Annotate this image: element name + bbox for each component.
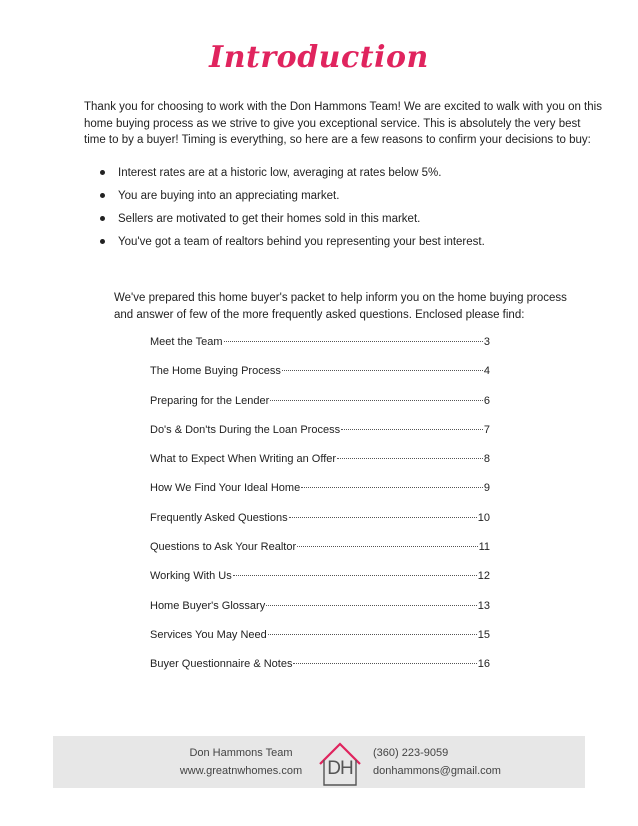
toc-page: 10 bbox=[477, 511, 490, 524]
toc-entry bbox=[150, 336, 490, 365]
house-logo-icon bbox=[316, 738, 364, 786]
list-item: You are buying into an appreciating market. bbox=[100, 188, 600, 211]
toc-page: 13 bbox=[477, 599, 490, 612]
toc-entry bbox=[150, 424, 490, 453]
toc-label: Working With Us bbox=[150, 570, 232, 583]
toc-label: Questions to Ask Your Realtor bbox=[150, 541, 297, 554]
toc-label: Services You May Need bbox=[150, 628, 267, 641]
toc-label: The Home Buying Process bbox=[150, 365, 281, 378]
toc-leader bbox=[337, 458, 483, 459]
toc-entry bbox=[150, 600, 490, 629]
list-item: You've got a team of realtors behind you representing your best interest. bbox=[100, 234, 600, 257]
toc-page: 11 bbox=[478, 541, 490, 554]
toc-leader bbox=[266, 605, 477, 606]
list-item: Interest rates are at a historic low, averaging at rates below 5%. bbox=[100, 165, 600, 188]
toc-entry bbox=[150, 482, 490, 511]
email-link[interactable]: donhammons@gmail.com bbox=[373, 765, 501, 777]
toc-leader bbox=[301, 487, 483, 488]
toc-label: Do's & Don'ts During the Loan Process bbox=[150, 423, 341, 436]
toc-page: 16 bbox=[477, 658, 490, 671]
toc-label: Home Buyer's Glossary bbox=[150, 599, 266, 612]
team-name: Don Hammons Team bbox=[189, 747, 293, 759]
page-title: Introduction bbox=[209, 40, 429, 75]
toc-entry bbox=[150, 570, 490, 599]
toc-leader bbox=[289, 517, 477, 518]
intro-paragraph: Thank you for choosing to work with the Don Hammons Team! We are excited to walk with you on this home buying process as we strive to give you exceptional service. This is absolutely the very best time to by a buyer! Timing is everything, so here are a few reasons to confirm your decisions to buy: bbox=[84, 101, 602, 146]
toc-leader bbox=[297, 546, 477, 547]
toc-label: Buyer Questionnaire & Notes bbox=[150, 658, 293, 671]
toc-leader bbox=[224, 341, 483, 342]
toc-leader bbox=[268, 634, 477, 635]
toc-page: 15 bbox=[477, 628, 490, 641]
toc-entry bbox=[150, 541, 490, 570]
phone-number[interactable]: (360) 223-9059 bbox=[373, 747, 449, 759]
toc-page: 4 bbox=[483, 365, 490, 378]
toc-page: 12 bbox=[477, 570, 490, 583]
toc-leader bbox=[270, 400, 483, 401]
table-of-contents bbox=[150, 336, 490, 688]
toc-leader bbox=[293, 663, 476, 664]
toc-label: How We Find Your Ideal Home bbox=[150, 482, 301, 495]
toc-label: Frequently Asked Questions bbox=[150, 511, 288, 524]
list-item: Sellers are motivated to get their homes sold in this market. bbox=[100, 211, 600, 234]
website-link[interactable]: www.greatnwhomes.com bbox=[179, 765, 303, 777]
toc-leader bbox=[282, 370, 483, 371]
toc-label: Meet the Team bbox=[150, 336, 223, 348]
logo-monogram: DH bbox=[327, 758, 353, 779]
toc-entry bbox=[150, 629, 490, 658]
toc-page: 3 bbox=[483, 336, 490, 348]
toc-entry bbox=[150, 453, 490, 482]
footer-left bbox=[171, 744, 311, 780]
toc-label: Preparing for the Lender bbox=[150, 394, 270, 407]
toc-entry bbox=[150, 365, 490, 394]
prepared-paragraph: We've prepared this home buyer's packet to help inform you on the home buying process and answer of few of the more frequently asked questions. Enclosed please find: bbox=[114, 292, 567, 321]
footer-bar bbox=[53, 736, 585, 788]
toc-entry bbox=[150, 512, 490, 541]
footer-right bbox=[373, 744, 533, 780]
toc-page: 6 bbox=[483, 394, 490, 407]
toc-leader bbox=[233, 575, 477, 576]
toc-entry bbox=[150, 395, 490, 424]
toc-label: What to Expect When Writing an Offer bbox=[150, 453, 337, 466]
reasons-list bbox=[100, 165, 600, 257]
toc-page: 9 bbox=[483, 482, 490, 495]
toc-entry bbox=[150, 658, 490, 687]
toc-page: 8 bbox=[483, 453, 490, 466]
toc-leader bbox=[341, 429, 483, 430]
toc-page: 7 bbox=[483, 423, 490, 436]
